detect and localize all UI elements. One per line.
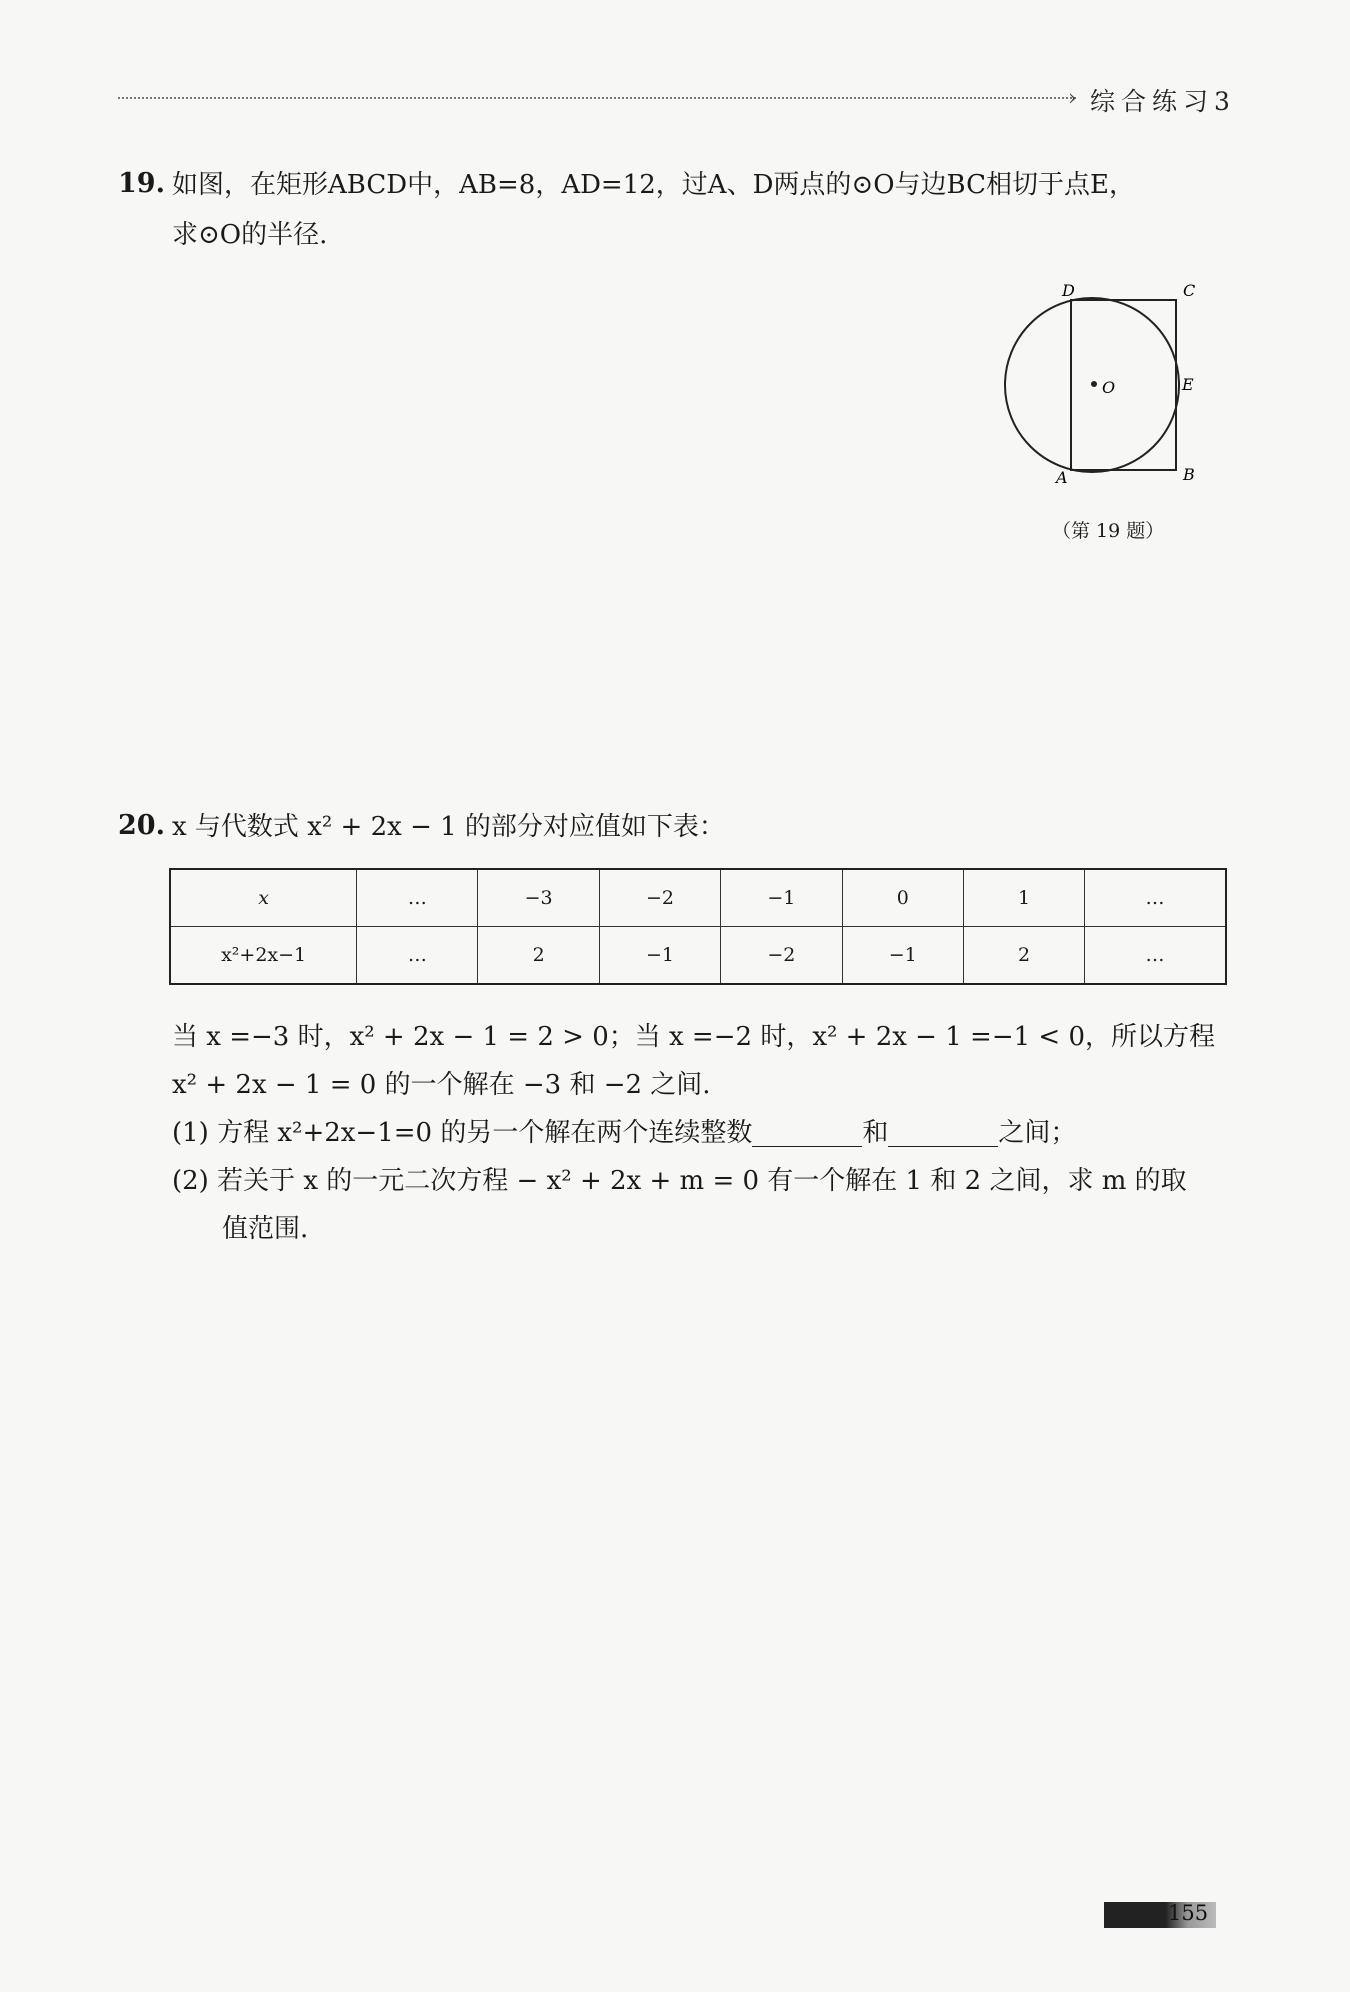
question-20-paragraph2: x² + 2x − 1 = 0 的一个解在 −3 和 −2 之间. xyxy=(172,1070,711,1100)
label-a: A xyxy=(1056,468,1068,487)
table-row-x xyxy=(170,869,1226,927)
table-cell: −3 xyxy=(478,869,599,927)
figure-19-diagram xyxy=(990,270,1230,510)
table-cell: −1 xyxy=(721,869,842,927)
table-cell: x²+2x−1 xyxy=(170,927,357,985)
part1-text-b: 和 xyxy=(862,1118,889,1148)
question-19-line2: 求⊙O的半径. xyxy=(172,220,328,250)
table-row-expression xyxy=(170,927,1226,985)
question-20-part2-line1: (2) 若关于 x 的一元二次方程 − x² + 2x + m = 0 有一个解在 1 和 2 之间，求 m 的取 xyxy=(172,1166,1187,1196)
rectangle-abcd xyxy=(1071,300,1176,470)
center-point-o xyxy=(1091,381,1097,387)
table-cell: 2 xyxy=(478,927,599,985)
table-cell: −2 xyxy=(599,869,720,927)
figure-19-caption: （第 19 题） xyxy=(1052,520,1165,542)
question-19-number: 19. xyxy=(118,168,165,199)
label-o: O xyxy=(1102,378,1116,397)
question-20-part1 xyxy=(172,1108,1076,1158)
part1-text-c: 之间； xyxy=(998,1118,1077,1148)
table-cell: x xyxy=(170,869,357,927)
page-number: 155 xyxy=(1168,1901,1209,1925)
question-20-number: 20. xyxy=(118,810,165,841)
question-19-line1: 如图，在矩形ABCD中，AB=8，AD=12，过A、D两点的⊙O与边BC相切于点E， xyxy=(172,170,1135,200)
answer-blank-1[interactable] xyxy=(752,1118,862,1147)
table-cell: … xyxy=(357,927,478,985)
table-cell: −1 xyxy=(599,927,720,985)
label-e: E xyxy=(1182,375,1194,394)
label-d: D xyxy=(1062,281,1075,300)
table-cell: −2 xyxy=(721,927,842,985)
table-cell: … xyxy=(357,869,478,927)
header-arrow-icon: › xyxy=(1068,86,1077,111)
header-dotted-rule xyxy=(118,97,1076,99)
section-title: 综合练习3 xyxy=(1090,87,1236,116)
label-c: C xyxy=(1183,281,1196,300)
table-cell: 1 xyxy=(963,869,1084,927)
label-b: B xyxy=(1183,465,1195,484)
value-table xyxy=(169,868,1227,985)
table-cell: … xyxy=(1085,869,1226,927)
table-cell: 0 xyxy=(842,869,963,927)
question-20-paragraph1: 当 x =−3 时，x² + 2x − 1 = 2 > 0；当 x =−2 时，x² + 2x − 1 =−1 < 0，所以方程 xyxy=(172,1022,1216,1052)
question-20-part2-line2: 值范围. xyxy=(222,1214,309,1244)
table-cell: 2 xyxy=(963,927,1084,985)
part1-text-a: (1) 方程 x²+2x−1=0 的另一个解在两个连续整数 xyxy=(172,1118,753,1148)
question-20-intro: x 与代数式 x² + 2x − 1 的部分对应值如下表： xyxy=(172,812,725,842)
table-cell: … xyxy=(1085,927,1226,985)
answer-blank-2[interactable] xyxy=(888,1118,998,1147)
table-cell: −1 xyxy=(842,927,963,985)
